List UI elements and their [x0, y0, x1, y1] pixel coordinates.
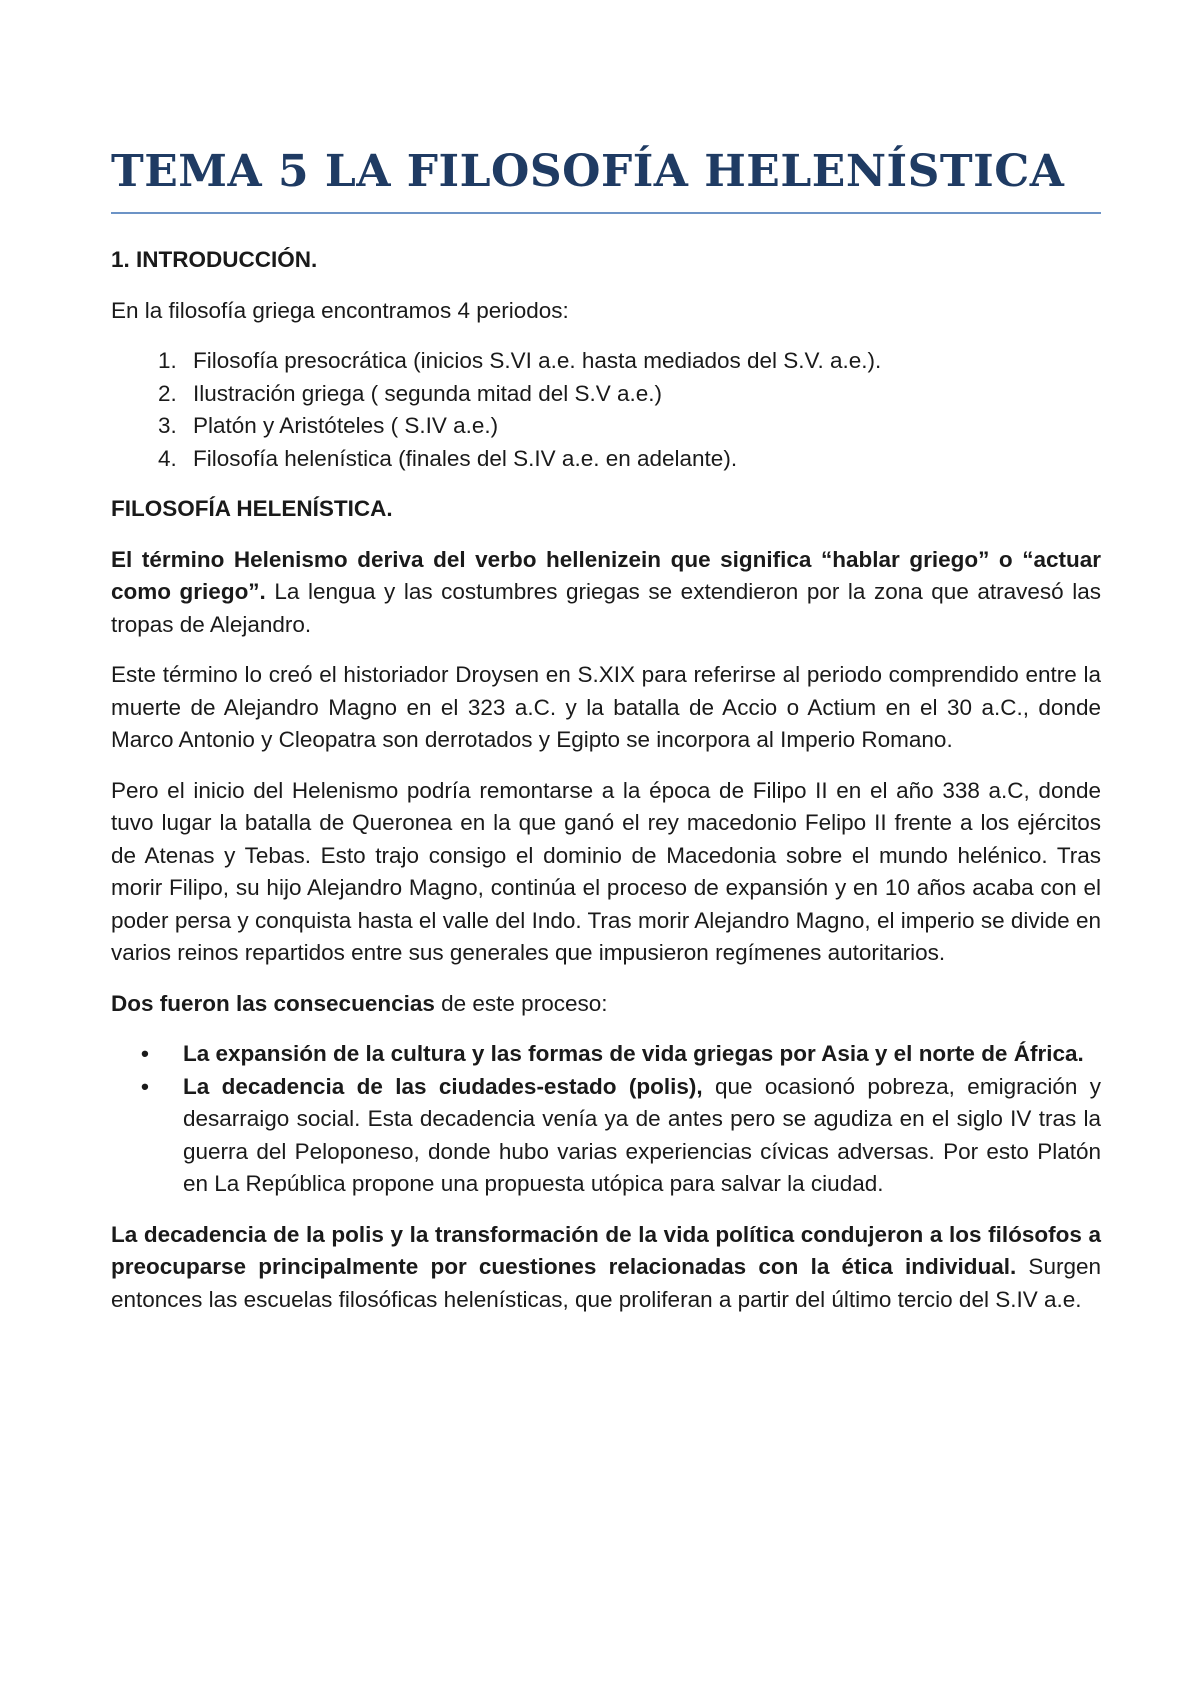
- bullet-icon: •: [141, 1073, 149, 1099]
- paragraph-droysen: Este término lo creó el historiador Droysen en S.XIX para referirse al periodo comprendido entre la muerte de Alejandro Magno en el 323 a.C. y la batalla de Accio o Actium en el 30 a.C., donde Marco Antonio y Cleopatra son derrotados y Egipto se incorpora al Imperio Romano.: [111, 662, 1101, 752]
- list-item: [141, 1038, 1101, 1071]
- document-page: [111, 140, 1101, 1316]
- consequences-list: [111, 1038, 1101, 1201]
- paragraph-helenismo-term: [111, 544, 1101, 642]
- section-heading-filosofia-helenistica: FILOSOFÍA HELENÍSTICA.: [111, 496, 393, 521]
- list-item: 3. Platón y Aristóteles ( S.IV a.e.): [183, 410, 1101, 443]
- paragraph-bold-lead: Dos fueron las consecuencias: [111, 990, 435, 1016]
- list-item: 1. Filosofía presocrática (inicios S.VI a.e. hasta mediados del S.V. a.e.).: [183, 345, 1101, 378]
- paragraph-text: de este proceso:: [434, 990, 608, 1016]
- document-title: TEMA 5 LA FILOSOFÍA HELENÍSTICA: [111, 146, 1065, 197]
- paragraph-filipo: Pero el inicio del Helenismo podría remontarse a la época de Filipo II en el año 338 a.C, donde tuvo lugar la batalla de Queronea en la que ganó el rey macedonio Felipo II frente a los ejércitos de Atenas y Tebas. Esto trajo consigo el dominio de Macedonia sobre el mundo helénico. Tras morir Filipo, su hijo Alejandro Magno, continúa el proceso de expansión y en 10 años acaba con el poder persa y conquista hasta el valle del Indo. Tras morir Alejandro Magno, el imperio se divide en varios reinos repartidos entre sus generales que impusieron regímenes autoritarios.: [111, 777, 1101, 965]
- list-item-text: que ocasionó pobreza, emigración y desarraigo social. Esta decadencia venía ya de antes pero se agudiza en el siglo IV tras la guerra del Peloponeso, donde hubo varias experiencias cívicas adversas. Por esto Platón en La República propone una propuesta utópica para salvar la ciudad.: [183, 1073, 1101, 1196]
- list-item: 2. Ilustración griega ( segunda mitad del S.V a.e.): [183, 378, 1101, 411]
- paragraph-bold-lead: La decadencia de la polis y la transformación de la vida política condujeron a los filósofos a preocuparse principalmente por cuestiones relacionadas con la ética individual.: [111, 1221, 1101, 1279]
- list-item-bold: La decadencia de las ciudades-estado (polis),: [183, 1073, 703, 1099]
- paragraph-conclusion: [111, 1219, 1101, 1317]
- paragraph-text: Surgen entonces las escuelas filosóficas helenísticas, que proliferan a partir del último tercio del S.IV a.e.: [111, 1254, 1101, 1312]
- intro-paragraph: En la filosofía griega encontramos 4 periodos:: [111, 297, 569, 323]
- list-item: 4. Filosofía helenística (finales del S.IV a.e. en adelante).: [183, 443, 1101, 476]
- paragraph-bold-lead: El término Helenismo deriva del verbo hellenizein que significa “hablar griego” o “actuar como griego”.: [111, 546, 1101, 604]
- paragraph-consecuencias: [111, 988, 1101, 1021]
- paragraph-text: La lengua y las costumbres griegas se extendieron por la zona que atravesó las tropas de Alejandro.: [111, 579, 1101, 637]
- list-item-bold: La expansión de la cultura y las formas de vida griegas por Asia y el norte de África.: [183, 1041, 1084, 1066]
- bullet-icon: •: [141, 1041, 149, 1066]
- list-item: [141, 1071, 1101, 1201]
- periods-list: [111, 345, 1101, 475]
- section-heading-introduccion: 1. INTRODUCCIÓN.: [111, 247, 318, 272]
- title-divider: [111, 212, 1101, 214]
